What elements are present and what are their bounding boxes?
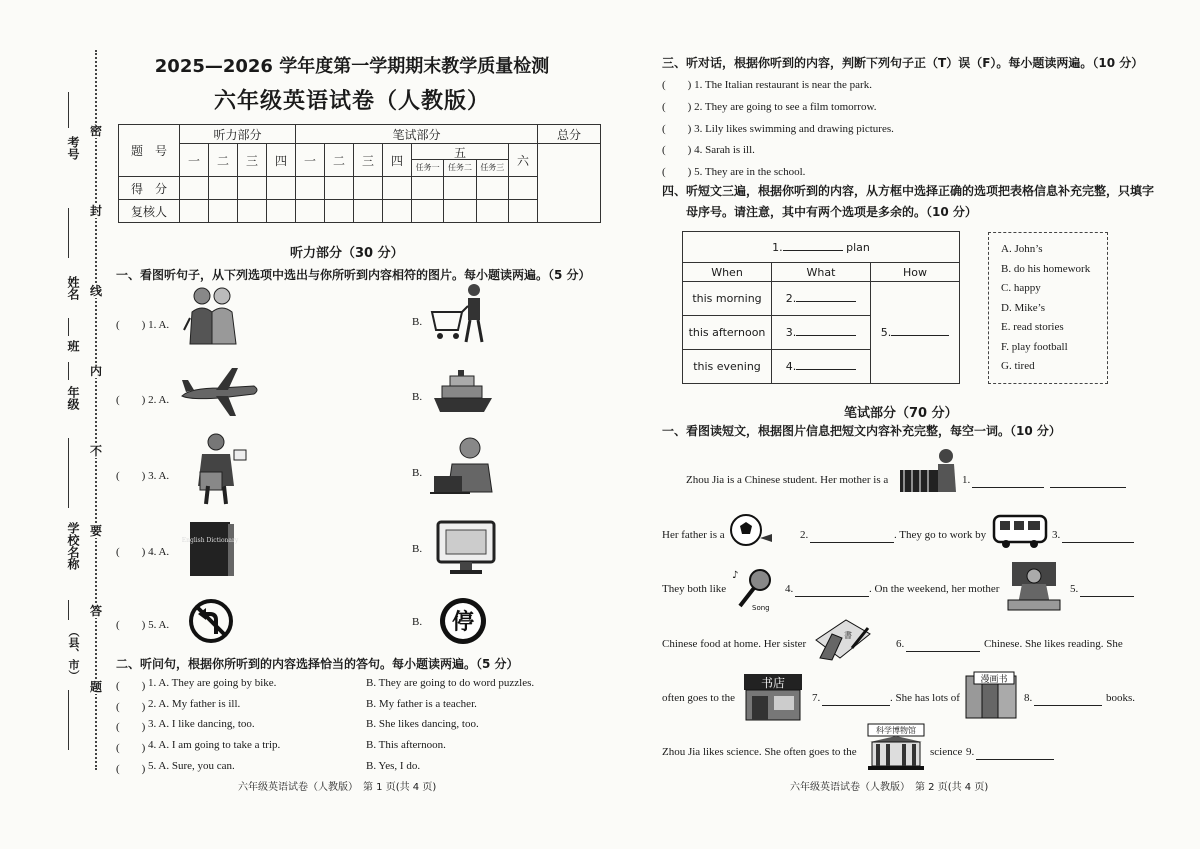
score-cell[interactable]: [325, 200, 354, 223]
section-title: 一、看图听句子，从下列选项中选出与你所听到内容相符的图片。每小题读两遍。（5 分）: [116, 268, 591, 282]
shopping-cart-icon[interactable]: [430, 282, 488, 344]
section-title: 三、听对话，根据你听到的内容，判断下列句子正（T）误（F）。每小题读两遍。（10 分）: [662, 56, 1144, 70]
passage-text: . She has lots of: [890, 692, 960, 704]
answer-paren[interactable]: ( ): [116, 742, 146, 754]
score-cell[interactable]: [476, 200, 508, 223]
score-cell[interactable]: [383, 200, 412, 223]
blank-number: 4.: [785, 583, 794, 595]
score-cell[interactable]: [444, 177, 476, 200]
fill-line: [68, 600, 69, 620]
song-label: Song: [752, 604, 770, 612]
blank-number: 3.: [1052, 529, 1061, 541]
answer-blank[interactable]: [1080, 596, 1134, 597]
label-ban: 班: [66, 340, 80, 352]
score-cell[interactable]: [267, 200, 296, 223]
score-cell[interactable]: [180, 200, 209, 223]
seal-dotted-line: [95, 50, 97, 770]
score-cell[interactable]: [383, 177, 412, 200]
answer-paren[interactable]: ( ): [116, 763, 146, 775]
score-cell[interactable]: [354, 200, 383, 223]
option-a: 2. A. My father is ill.: [148, 698, 241, 710]
score-cell[interactable]: [296, 200, 325, 223]
answer-blank[interactable]: [796, 301, 856, 302]
seal-char: 封: [87, 204, 105, 218]
score-cell[interactable]: [412, 177, 444, 200]
blank-number: 2.: [800, 529, 809, 541]
column-header: How: [871, 263, 960, 282]
option-b: B. Yes, I do.: [366, 760, 421, 772]
dictionary-text: English Dictionary: [181, 537, 239, 544]
science-museum-icon: [866, 722, 926, 770]
option-b: B. This afternoon.: [366, 739, 446, 751]
blank-number: 7.: [812, 692, 821, 704]
option-item: B. do his homework: [1001, 263, 1091, 275]
blank-number: 4.: [785, 360, 797, 373]
fill-line: [68, 208, 69, 258]
score-table-header: 四: [383, 144, 412, 177]
seal-char: 内: [87, 364, 105, 378]
option-label: B.: [412, 391, 423, 403]
answer-paren[interactable]: ( ) 1. A.: [116, 319, 170, 331]
option-b: B. They are going to do word puzzles.: [366, 677, 535, 689]
answer-blank[interactable]: [976, 759, 1054, 760]
score-table-header: 二: [209, 144, 238, 177]
score-cell[interactable]: [354, 177, 383, 200]
passage-text: Zhou Jia is a Chinese student. Her mother is a: [686, 474, 889, 486]
when-cell: this morning: [683, 282, 772, 316]
task-row: [412, 160, 508, 176]
score-table-header: 一: [296, 144, 325, 177]
passage-text: Zhou Jia likes science. She often goes to the: [662, 746, 857, 758]
answer-blank[interactable]: [796, 369, 856, 370]
score-cell[interactable]: [509, 200, 538, 223]
option-item: F. play football: [1001, 341, 1068, 353]
score-table: [118, 124, 601, 223]
answer-blank[interactable]: [783, 250, 843, 251]
answer-blank[interactable]: [1062, 542, 1134, 543]
score-table-header: 题 号: [119, 125, 180, 177]
option-label: B.: [412, 543, 423, 555]
option-item: A. John’s: [1001, 243, 1043, 255]
score-table-header: [412, 144, 509, 177]
option-item: G. tired: [1001, 360, 1035, 372]
score-table-header: 二: [325, 144, 354, 177]
listening-heading: 听力部分（30 分）: [290, 246, 404, 261]
when-cell: this evening: [683, 350, 772, 384]
fill-line: [68, 92, 69, 128]
answer-blank[interactable]: [891, 335, 949, 336]
blank-number: 5.: [880, 326, 892, 339]
blank-number: 8.: [1024, 692, 1033, 704]
writing-heading: 笔试部分（70 分）: [844, 406, 958, 421]
score-row-label: 得 分: [119, 177, 180, 200]
seal-char: 线: [87, 284, 105, 298]
score-cell[interactable]: [238, 200, 267, 223]
museum-sign: 科学博物馆: [876, 726, 916, 735]
tf-item[interactable]: ( ) 1. The Italian restaurant is near the park.: [662, 79, 872, 91]
option-a: 4. A. I am going to take a trip.: [148, 739, 281, 751]
option-item: D. Mike’s: [1001, 302, 1045, 314]
answer-blank[interactable]: [796, 335, 856, 336]
passage-text: . On the weekend, her mother: [869, 583, 1000, 595]
answer-paren[interactable]: ( ): [116, 701, 146, 713]
seal-char: 要: [87, 524, 105, 538]
column-header: What: [772, 263, 871, 282]
option-label: B.: [412, 467, 423, 479]
singing-microphone-icon: [730, 566, 778, 612]
blank-number: 5.: [1070, 583, 1079, 595]
football-whistle-icon: [730, 512, 774, 550]
answer-paren[interactable]: ( ) 3. A.: [116, 470, 170, 482]
passage-text: Chinese. She likes reading. She: [984, 638, 1123, 650]
cooking-mother-icon: [1006, 560, 1062, 612]
label-grade: 年级: [66, 386, 80, 410]
score-table-header: 笔试部分: [296, 125, 538, 144]
label-name: 姓名: [66, 276, 80, 300]
task-label: 任务二: [444, 160, 476, 176]
when-cell: this afternoon: [683, 316, 772, 350]
answer-blank[interactable]: [1034, 705, 1102, 706]
pianist-icon: [898, 448, 958, 494]
fill-line: [68, 362, 69, 380]
plan-title-cell: [683, 232, 960, 263]
fill-line: [68, 318, 69, 336]
label-county: （县、市）: [67, 626, 80, 681]
blank-number: 1.: [962, 474, 971, 486]
answer-blank[interactable]: [906, 651, 980, 652]
blank-number: 2.: [785, 292, 797, 305]
column-header: When: [683, 263, 772, 282]
svg-text:♪: ♪: [732, 570, 739, 581]
passage-text: often goes to the: [662, 692, 736, 704]
section-title: 二、听问句，根据你所听到的内容选择恰当的答句。每小题读两遍。（5 分）: [116, 657, 519, 671]
no-left-turn-icon[interactable]: [188, 598, 234, 644]
answer-paren[interactable]: ( ) 4. A.: [116, 546, 170, 558]
score-table-header: 四: [267, 144, 296, 177]
postman-icon[interactable]: [190, 432, 250, 506]
section-title-cont: 母序号。请注意，其中有两个选项是多余的。（10 分）: [686, 205, 977, 219]
bookstore-icon: [742, 670, 804, 722]
passage-text: Her father is a: [662, 529, 725, 541]
score-table-header: 三: [238, 144, 267, 177]
fill-line: [68, 438, 69, 508]
score-cell[interactable]: [296, 177, 325, 200]
answer-blank[interactable]: [822, 705, 890, 706]
comic-label: 漫画书: [980, 675, 1008, 685]
plan-word: plan: [846, 240, 870, 254]
score-cell[interactable]: [267, 177, 296, 200]
comic-books-icon: [964, 668, 1020, 720]
answer-blank[interactable]: [795, 596, 869, 597]
score-cell[interactable]: [238, 177, 267, 200]
computer-monitor-icon[interactable]: [436, 520, 496, 578]
option-a: 3. A. I like dancing, too.: [148, 718, 255, 730]
blank-number: 6.: [896, 638, 905, 650]
bus-icon: [992, 512, 1048, 550]
options-box: [988, 232, 1108, 384]
fill-line: [68, 690, 69, 750]
answer-blank[interactable]: [810, 542, 894, 543]
seal-char: 不: [87, 444, 105, 458]
exam-subtitle: 六年级英语试卷（人教版）: [213, 89, 490, 114]
what-cell: [772, 350, 871, 384]
bookstore-sign: 书店: [760, 676, 786, 690]
score-cell[interactable]: [325, 177, 354, 200]
score-table-header: 听力部分: [180, 125, 296, 144]
score-cell[interactable]: [209, 200, 238, 223]
score-cell[interactable]: [412, 200, 444, 223]
tf-item[interactable]: ( ) 4. Sarah is ill.: [662, 144, 755, 156]
score-table-header: 六: [509, 144, 538, 177]
option-item: C. happy: [1001, 282, 1041, 294]
option-b: B. She likes dancing, too.: [366, 718, 479, 730]
answer-paren[interactable]: ( ): [116, 680, 146, 692]
option-label: B.: [412, 616, 423, 628]
seal-char: 题: [87, 680, 105, 694]
option-a: 5. A. Sure, you can.: [148, 760, 235, 772]
what-cell: [772, 282, 871, 316]
answer-blank[interactable]: [972, 487, 1044, 488]
answer-blank[interactable]: [1050, 487, 1126, 488]
airplane-icon[interactable]: [180, 366, 260, 418]
passage-text: science: [930, 746, 963, 758]
tf-item[interactable]: ( ) 3. Lily likes swimming and drawing pictures.: [662, 123, 894, 135]
what-cell: [772, 316, 871, 350]
passage-text: Chinese food at home. Her sister: [662, 638, 807, 650]
score-cell[interactable]: [444, 200, 476, 223]
label-kaohao: 考号: [66, 136, 80, 160]
section-title: 一、看图读短文，根据图片信息把短文内容补充完整，每空一词。（10 分）: [662, 424, 1061, 438]
blank-number: 3.: [785, 326, 797, 339]
passage-text: . They go to work by: [894, 529, 987, 541]
computer-worker-icon[interactable]: [430, 436, 500, 496]
tf-item[interactable]: ( ) 2. They are going to see a film tomorrow.: [662, 101, 877, 113]
answer-paren[interactable]: ( ) 5. A.: [116, 619, 170, 631]
stop-sign-icon[interactable]: [438, 596, 488, 646]
score-cell[interactable]: [476, 177, 508, 200]
writing-chinese-icon: [812, 614, 874, 660]
label-school: 学校名称: [66, 522, 80, 570]
blank-number: 9.: [966, 746, 975, 758]
score-table-header: 总分: [538, 125, 601, 144]
option-label: B.: [412, 316, 423, 328]
total-score-cell[interactable]: [538, 144, 601, 223]
exam-title: 2025—2026 学年度第一学期期末教学质量检测: [154, 56, 550, 77]
seal-char: 密: [87, 124, 105, 138]
blank-number: 1.: [772, 240, 783, 254]
svg-text:書: 書: [844, 631, 852, 640]
plan-table: [682, 231, 960, 384]
page-footer: 六年级英语试卷（人教版） 第 2 页(共 4 页): [790, 782, 989, 793]
task-label: 任务一: [412, 160, 444, 176]
option-item: E. read stories: [1001, 321, 1064, 333]
dictionary-icon[interactable]: [181, 520, 239, 578]
score-table-header: 三: [354, 144, 383, 177]
section-title: 四、听短文三遍，根据你听到的内容，从方框中选择正确的选项把表格信息补充完整，只填字: [662, 184, 1155, 198]
how-cell: [871, 282, 960, 384]
task-label: 任务三: [480, 163, 505, 172]
answer-paren[interactable]: ( ): [116, 721, 146, 733]
passage-text: books.: [1106, 692, 1136, 704]
option-b: B. My father is a teacher.: [366, 698, 477, 710]
score-row-label: 复核人: [119, 200, 180, 223]
stop-char: 停: [451, 610, 475, 635]
binding-margin: [0, 0, 112, 849]
option-a: 1. A. They are going by bike.: [148, 677, 277, 689]
score-cell[interactable]: [209, 177, 238, 200]
score-table-header: 一: [180, 144, 209, 177]
score-cell[interactable]: [509, 177, 538, 200]
answer-paren[interactable]: ( ) 2. A.: [116, 394, 170, 406]
page-footer: 六年级英语试卷（人教版） 第 1 页(共 4 页): [238, 782, 437, 793]
score-table-header: 五: [412, 144, 508, 160]
elderly-couple-icon[interactable]: [184, 284, 240, 346]
score-cell[interactable]: [180, 177, 209, 200]
ship-icon[interactable]: [432, 368, 494, 416]
passage-text: They both like: [662, 583, 727, 595]
tf-item[interactable]: ( ) 5. They are in the school.: [662, 166, 806, 178]
seal-char: 答: [87, 604, 105, 618]
